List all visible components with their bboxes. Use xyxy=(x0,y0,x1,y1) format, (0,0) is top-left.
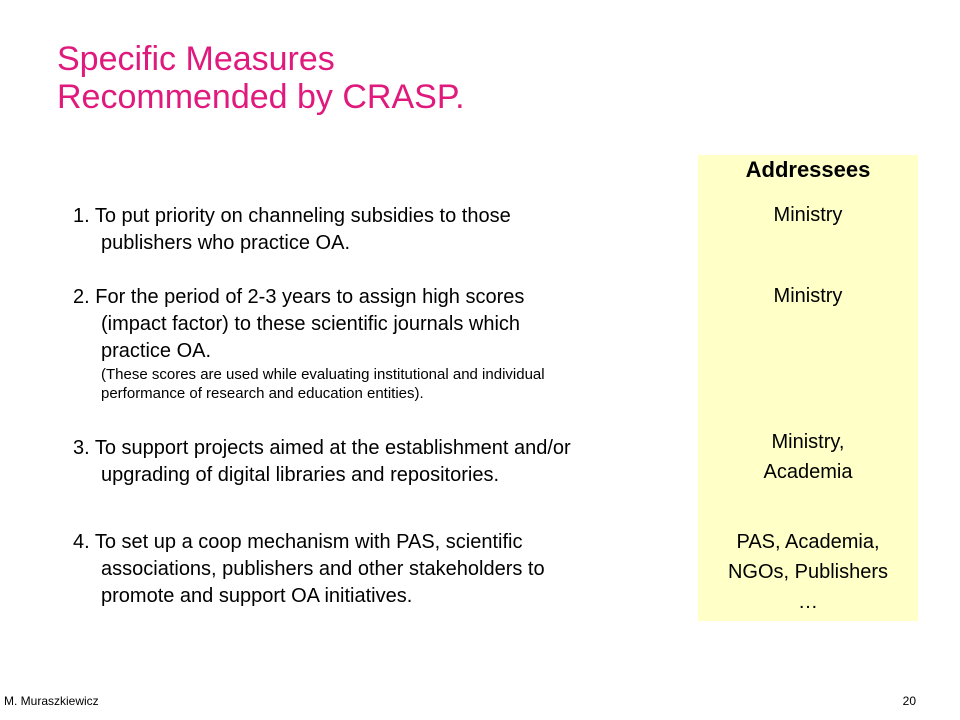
addressee-3 xyxy=(698,427,918,487)
measure-4-number: 4. xyxy=(73,531,95,553)
measure-4-continuation-1: associations, publishers and other stakeholders to xyxy=(101,558,545,580)
measure-2 xyxy=(73,284,683,403)
measure-4 xyxy=(73,529,683,610)
addressee-2 xyxy=(698,281,918,311)
measure-3-number: 3. xyxy=(73,437,95,459)
measure-1 xyxy=(73,203,683,257)
measure-1-number: 1. xyxy=(73,205,95,227)
addressee-2-line-1: Ministry xyxy=(773,285,843,307)
slide-title xyxy=(57,40,465,116)
addressee-3-line-2: Academia xyxy=(763,461,853,483)
slide-title-line-1: Specific Measures xyxy=(57,40,335,78)
addressee-4-line-2: NGOs, Publishers xyxy=(727,561,889,583)
slide-title-line-2: Recommended by CRASP. xyxy=(57,78,465,116)
measure-2-continuation-1: (impact factor) to these scientific journals which xyxy=(101,313,521,335)
addressee-3-line-1: Ministry, xyxy=(771,431,845,453)
measure-2-text: For the period of 2-3 years to assign high scores xyxy=(95,286,525,308)
measure-1-continuation: publishers who practice OA. xyxy=(101,232,351,254)
footer-author: M. Muraszkiewicz xyxy=(4,694,99,708)
addressees-heading: Addressees xyxy=(745,157,871,182)
measure-2-note-2: performance of research and education entities). xyxy=(101,385,424,402)
addressee-4-line-3: … xyxy=(798,591,818,613)
measure-1-text: To put priority on channeling subsidies to those xyxy=(94,205,511,227)
measure-2-continuation-2: practice OA. xyxy=(101,340,212,362)
measure-2-number: 2. xyxy=(73,286,96,308)
measure-4-continuation-2: promote and support OA initiatives. xyxy=(101,585,413,607)
addressee-4-line-1: PAS, Academia, xyxy=(736,531,880,553)
addressee-4 xyxy=(698,527,918,617)
measure-3-text: To support projects aimed at the establishment and/or xyxy=(94,437,571,459)
measure-2-note-1: (These scores are used while evaluating institutional and individual xyxy=(101,366,545,383)
footer-page-number: 20 xyxy=(902,694,916,708)
addressee-1 xyxy=(698,200,918,230)
addressee-1-line-1: Ministry xyxy=(773,204,843,226)
measure-3 xyxy=(73,435,683,489)
measure-4-text: To set up a coop mechanism with PAS, scientific xyxy=(94,531,523,553)
measure-3-continuation: upgrading of digital libraries and repositories. xyxy=(101,464,500,486)
